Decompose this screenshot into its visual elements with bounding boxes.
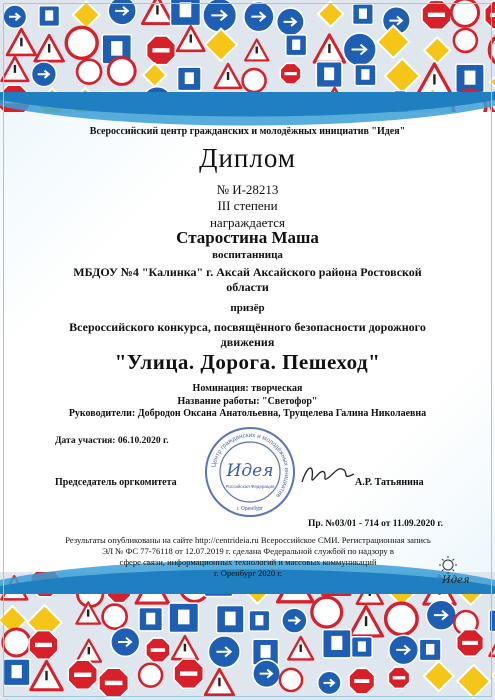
recipient-role: воспитанница xyxy=(212,249,283,261)
institution-line-1: МБДОУ №4 "Калинка" г. Аксай Аксайского района Ростовской xyxy=(73,265,422,279)
road-sign-icon xyxy=(451,0,478,26)
road-sign-icon xyxy=(419,639,441,661)
publication-line-4: г. Оренбург 2020 г. xyxy=(213,568,283,578)
road-sign-icon xyxy=(68,660,97,689)
road-sign-icon xyxy=(108,0,136,25)
road-sign-icon xyxy=(203,0,236,32)
road-sign-icon xyxy=(108,58,135,85)
road-sign-icon xyxy=(111,628,140,657)
road-sign-icon xyxy=(244,2,274,32)
road-sign-icon xyxy=(66,27,97,58)
contest-line-2: движения xyxy=(220,335,275,349)
road-sign-icon xyxy=(77,60,101,84)
road-sign-icon xyxy=(99,668,128,697)
road-sign-icon xyxy=(217,606,244,633)
road-sign-icon xyxy=(39,6,60,27)
road-sign-icon xyxy=(29,631,58,660)
publication-line-2: ЭЛ № ФС 77-76118 от 12.07.2019 г. сделана Федеральной службой по надзору в xyxy=(102,546,394,556)
road-sign-icon xyxy=(456,64,484,92)
road-sign-icon xyxy=(312,597,342,627)
road-sign-icon xyxy=(318,671,341,694)
road-sign-icon xyxy=(286,35,307,56)
road-sign-icon xyxy=(32,62,57,87)
road-sign-icon xyxy=(489,610,495,632)
chair-name: А.Р. Татьянина xyxy=(355,477,424,488)
seal-ring-text: Центр гражданских и молодёжных инициатив xyxy=(210,431,291,499)
road-sign-icon xyxy=(243,69,266,92)
road-sign-icon xyxy=(277,8,304,35)
seal-city-text: г. Оренбург xyxy=(236,506,264,512)
road-sign-icon xyxy=(280,669,302,691)
participation-date: Дата участия: 06.10.2020 г. xyxy=(55,436,169,446)
awarded-label: награждается xyxy=(209,215,286,230)
contest-name: "Улица. Дорога. Пешеход" xyxy=(114,350,381,374)
diploma-number: № И-28213 xyxy=(216,182,279,197)
seal-bottom-text: Российская Федерация xyxy=(225,484,275,489)
road-sign-icon xyxy=(174,659,203,688)
road-sign-icon xyxy=(457,630,484,657)
protocol-number: Пр. №03/01 - 714 от 11.09.2020 г. xyxy=(307,519,443,529)
publication-line-1: Результаты опубликованы на сайте http://centrideia.ru Всероссийское СМИ. Регистрационная запись xyxy=(65,535,431,545)
publication-line-3: сфере связи, информационных технологий и массовых коммуникаций xyxy=(119,557,377,567)
contest-line-1: Всероссийского конкурса, посвящённого безопасности дорожного xyxy=(69,320,426,334)
document-title: Диплом xyxy=(199,143,296,173)
road-sign-icon xyxy=(355,65,376,86)
road-sign-icon xyxy=(280,63,301,84)
nomination: Номинация: творческая xyxy=(192,383,303,394)
road-sign-icon xyxy=(253,660,280,687)
road-sign-icon xyxy=(103,605,127,629)
road-sign-icon xyxy=(170,0,200,26)
road-sign-icon xyxy=(386,603,417,634)
award-status: призёр xyxy=(230,302,265,314)
road-sign-icon xyxy=(454,29,477,52)
road-sign-icon xyxy=(349,668,374,693)
idea-logo-text: Идея xyxy=(442,575,470,586)
road-sign-icon xyxy=(146,638,170,662)
supervisors: Руководители: Добродон Оксана Анатольевна, Трущелева Галина Николаевна xyxy=(68,408,427,419)
institution-line-2: области xyxy=(226,280,269,294)
road-sign-icon xyxy=(388,667,409,688)
road-sign-icon xyxy=(139,608,162,631)
road-sign-icon xyxy=(3,659,30,686)
handwritten-signature xyxy=(298,458,358,490)
road-sign-icon xyxy=(343,33,376,66)
road-sign-icon xyxy=(323,630,351,658)
road-sign-icon xyxy=(208,636,240,668)
chair-label: Председатель оргкомитета xyxy=(55,477,177,488)
organizer-name: Всероссийский центр гражданских и молодёжных инициатив "Идея" xyxy=(89,126,406,137)
road-sign-icon xyxy=(147,36,176,65)
seal-center-text: Идея xyxy=(226,461,274,481)
road-sign-icon xyxy=(3,5,26,28)
road-sign-icon xyxy=(389,635,418,664)
road-sign-icon xyxy=(139,664,162,687)
road-sign-icon xyxy=(249,611,270,632)
publication-info xyxy=(58,535,438,579)
road-sign-icon xyxy=(352,637,373,658)
recipient-name: Старостина Маша xyxy=(176,228,319,247)
work-title: Название работы: "Светофор" xyxy=(177,396,318,407)
organization-seal xyxy=(204,426,296,518)
road-sign-icon xyxy=(316,62,342,88)
road-sign-icon xyxy=(169,603,198,632)
road-sign-icon xyxy=(426,600,456,630)
road-sign-icon xyxy=(3,629,30,656)
road-sign-icon xyxy=(353,4,374,25)
road-sign-icon xyxy=(178,67,201,90)
diploma-degree: III степени xyxy=(217,198,278,213)
road-sign-icon xyxy=(282,608,307,633)
road-sign-icon xyxy=(422,0,451,29)
